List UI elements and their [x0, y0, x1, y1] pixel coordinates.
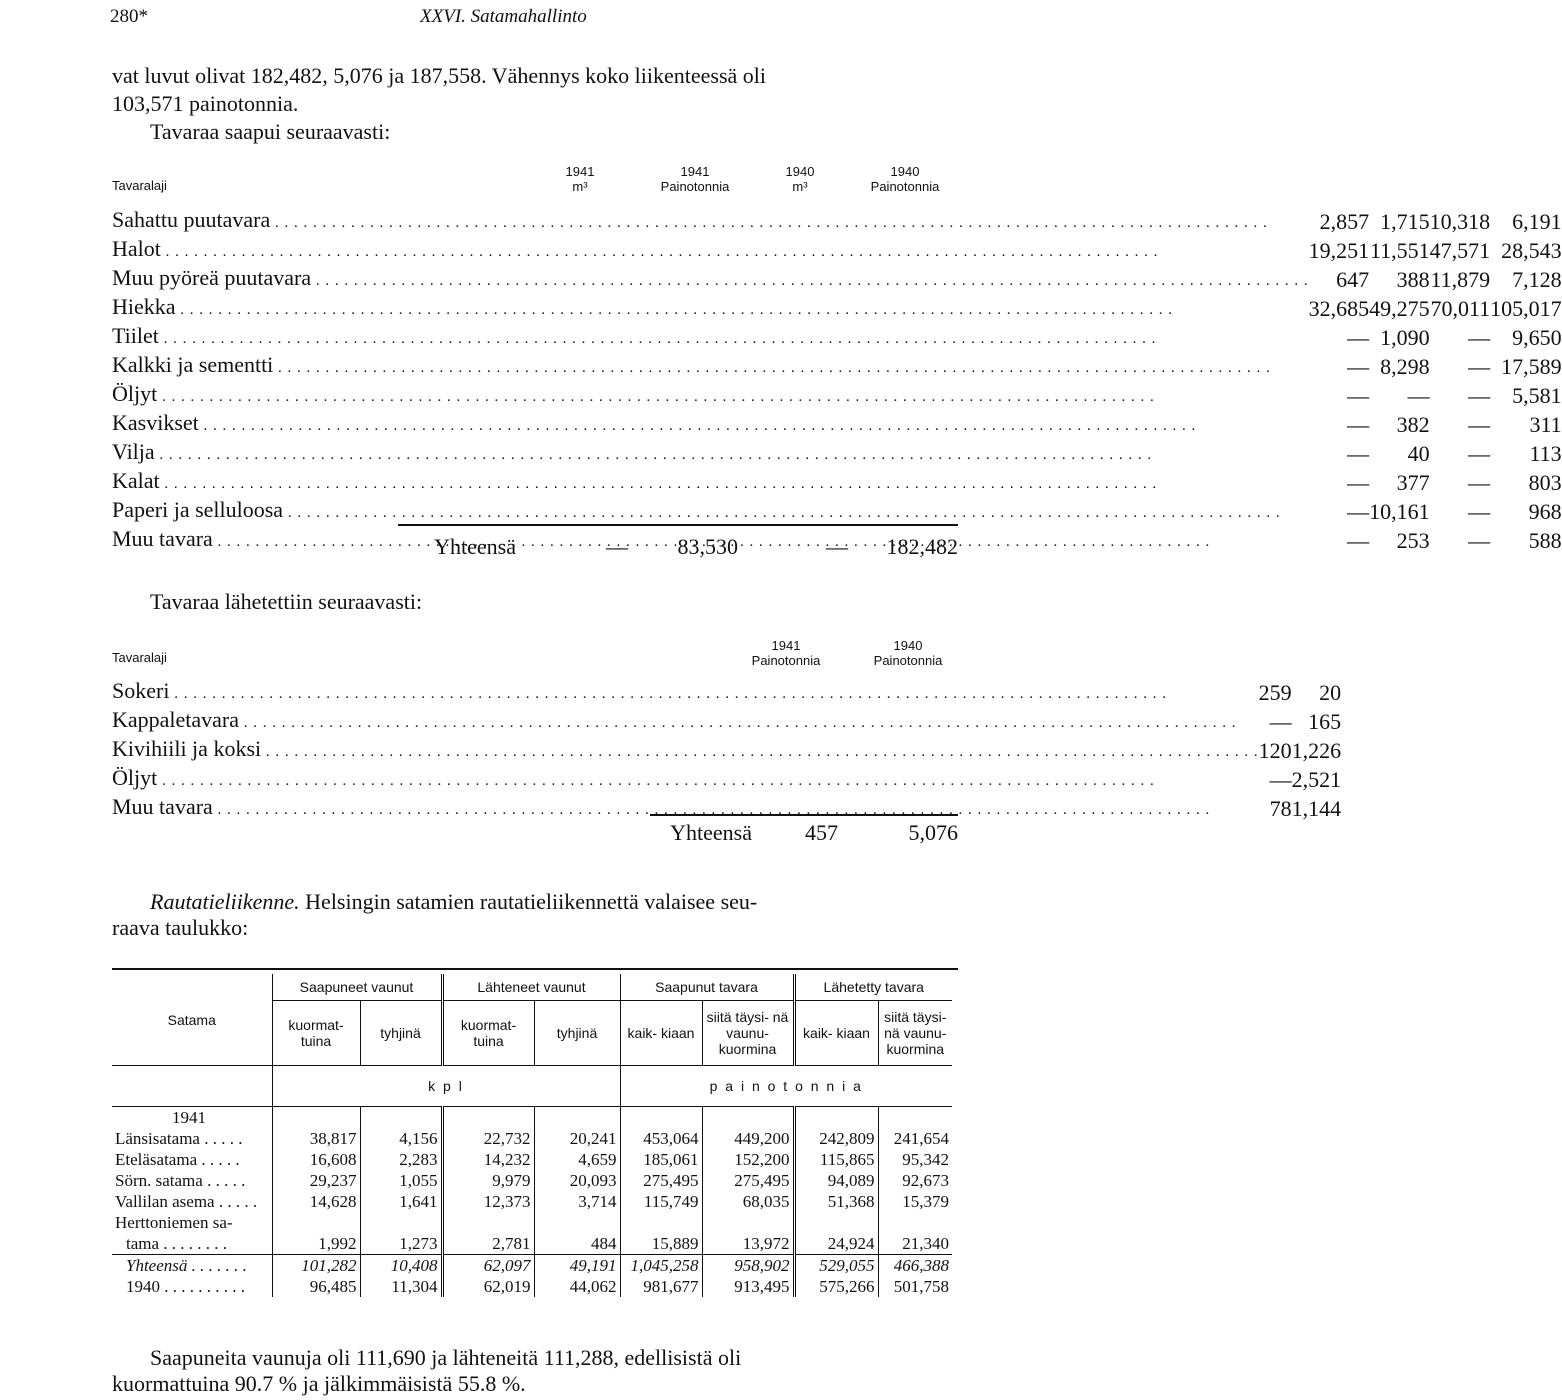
rail-cell: 62,019 [442, 1276, 534, 1297]
arrived-cell: 9,650 [1512, 324, 1562, 350]
sent-table [112, 678, 1341, 823]
rail-cell: 1,641 [360, 1191, 442, 1212]
arrived-row-label: Kasvikset . . . [112, 410, 1309, 439]
rail-row-1940 [112, 1276, 952, 1297]
rail-heading: Rautatieliikenne. [150, 889, 300, 914]
arrived-cell: 105,017 [1490, 295, 1562, 321]
arrived-cell: 10,318 [1429, 208, 1491, 234]
rail-last-label-1: Herttoniemen sa- [115, 1213, 233, 1232]
arrived-cell: 40 [1407, 440, 1430, 466]
arrived-col-1: 1941 m³ [565, 164, 595, 194]
arrived-cell: 1,090 [1380, 324, 1430, 350]
rail-cell: 275,495 [620, 1170, 702, 1191]
rail-cell: 15,379 [878, 1191, 952, 1212]
arrived-cell: — [1347, 324, 1370, 350]
arrived-cell: — [1347, 498, 1370, 524]
sent-row [112, 794, 1341, 823]
rail-cell: 12,373 [442, 1191, 534, 1212]
arrived-row [112, 265, 1562, 294]
rail-row-total [112, 1255, 952, 1277]
sent-cell: 1,226 [1291, 737, 1342, 763]
sent-row [112, 736, 1341, 765]
arrived-cell: 311 [1529, 411, 1562, 437]
sent-cell: — [1269, 766, 1292, 792]
rail-sub-empty-2: tyhjinä [534, 1001, 620, 1066]
arrived-total-label: Yhteensä [434, 534, 516, 559]
arrived-cell: 803 [1528, 469, 1562, 495]
rail-cell: 115,749 [620, 1191, 702, 1212]
arrived-row-label: Sahattu puutavara . . . [112, 207, 1309, 236]
rail-cell: 96,485 [272, 1276, 360, 1297]
rail-cell: 275,495 [702, 1170, 794, 1191]
sent-col-1: 1941 Painotonnia [751, 638, 821, 668]
rail-cell: 16,608 [272, 1149, 360, 1170]
sent-row-label: Muu tavara . . . [112, 794, 1259, 823]
arrived-row [112, 468, 1562, 497]
arrived-cell: 70,011 [1430, 295, 1491, 321]
arrived-cell: 11,879 [1430, 266, 1491, 292]
rail-sub-loaded-2: kuormat- tuina [442, 1001, 534, 1066]
rail-cell: 152,200 [702, 1149, 794, 1170]
arrived-cell: — [1468, 353, 1491, 379]
arrived-cell: 19,251 [1308, 237, 1370, 263]
arrived-title: Tavaraa saapui seuraavasti: [150, 119, 391, 144]
rail-sub-loaded-1: kuormat- tuina [272, 1001, 360, 1066]
rail-cell: 24,924 [794, 1233, 878, 1255]
rail-cell: 38,817 [272, 1128, 360, 1149]
rail-cell: 95,342 [878, 1149, 952, 1170]
sent-total-rule [650, 814, 958, 816]
arrived-cell: 253 [1396, 527, 1430, 553]
rail-cell: 11,304 [360, 1276, 442, 1297]
arrived-cell: 968 [1528, 498, 1562, 524]
rail-cell: 21,340 [878, 1233, 952, 1255]
rail-sub-empty-1: tyhjinä [360, 1001, 442, 1066]
arrived-row [112, 410, 1562, 439]
rail-cell: 92,673 [878, 1170, 952, 1191]
arrived-col-3: 1940 m³ [785, 164, 815, 194]
rail-unit-spacer [112, 1066, 272, 1107]
arrived-cell: 6,191 [1512, 208, 1562, 234]
arrived-cell: — [1468, 324, 1491, 350]
arrived-col-label: Tavaralaji [112, 178, 167, 193]
arrived-row-label: Paperi ja selluloosa . . . [112, 497, 1309, 526]
arrived-cell: 47,571 [1429, 237, 1491, 263]
rail-row-label: Sörn. satama . . . . . [115, 1171, 246, 1190]
arrived-total-c3: — [826, 534, 848, 559]
rail-cell: 9,979 [442, 1170, 534, 1191]
rail-cell: 958,902 [702, 1255, 794, 1277]
sent-cell: 165 [1308, 708, 1342, 734]
rail-row-label: Vallilan asema . . . . . [115, 1192, 258, 1211]
sent-col-label: Tavaralaji [112, 650, 167, 665]
rail-cell: 20,241 [534, 1128, 620, 1149]
arrived-row [112, 381, 1562, 410]
rail-cell: 449,200 [702, 1128, 794, 1149]
rail-cell: 115,865 [794, 1149, 878, 1170]
arrived-cell: 382 [1396, 411, 1430, 437]
rail-cell: 241,654 [878, 1128, 952, 1149]
arrived-cell: — [1468, 440, 1491, 466]
sent-total-label: Yhteensä [670, 820, 752, 845]
rail-table [112, 974, 952, 1297]
sent-cell: 20 [1319, 679, 1342, 705]
sent-cell: — [1269, 708, 1292, 734]
arrived-total-c1: — [606, 534, 628, 559]
rail-cell: 185,061 [620, 1149, 702, 1170]
rail-cell: 44,062 [534, 1276, 620, 1297]
rail-total-label: Yhteensä . . . . . . . [112, 1255, 272, 1277]
outro-line-2: kuormattuina 90.7 % ja jälkimmäisistä 55.8 %. [112, 1371, 526, 1396]
sent-row [112, 678, 1341, 707]
rail-cell: 575,266 [794, 1276, 878, 1297]
outro-line-1: Saapuneita vaunuja oli 111,690 ja lähteneitä 111,288, edellisistä oli [150, 1345, 742, 1370]
sent-total-row [112, 820, 958, 846]
arrived-cell: 377 [1396, 469, 1430, 495]
rail-cell: 3,714 [534, 1191, 620, 1212]
rail-cell: 529,055 [794, 1255, 878, 1277]
sent-cell: 1,144 [1291, 795, 1342, 821]
rail-group-3: Saapunut tavara [620, 974, 794, 1001]
arrived-cell: 8,298 [1380, 353, 1430, 379]
rail-cell: 13,972 [702, 1233, 794, 1255]
rail-cell: 1,045,258 [620, 1255, 702, 1277]
arrived-cell: — [1347, 353, 1370, 379]
rail-cell: 29,237 [272, 1170, 360, 1191]
rail-group-2: Lähteneet vaunut [442, 974, 620, 1001]
sent-cell: 78 [1269, 795, 1292, 821]
rail-top-rule [112, 968, 958, 970]
rail-cell: 20,093 [534, 1170, 620, 1191]
rail-cell: 101,282 [272, 1255, 360, 1277]
rail-cell: 466,388 [878, 1255, 952, 1277]
arrived-table [112, 207, 1562, 555]
arrived-cell: 32,685 [1308, 295, 1370, 321]
arrived-cell: — [1347, 411, 1370, 437]
rail-group-1: Saapuneet vaunut [272, 974, 442, 1001]
rail-cell: 49,191 [534, 1255, 620, 1277]
rail-cell: 242,809 [794, 1128, 878, 1149]
sent-row [112, 765, 1341, 794]
arrived-row [112, 207, 1562, 236]
sent-row-label: Öljyt . . . [112, 765, 1259, 794]
arrived-row [112, 294, 1562, 323]
rail-intro-text-1: Helsingin satamien rautatieliikennettä valaisee seu- [305, 889, 758, 914]
rail-cell: 453,064 [620, 1128, 702, 1149]
arrived-cell: 17,589 [1501, 353, 1562, 379]
arrived-row-label: Kalat . . . [112, 468, 1309, 497]
rail-cell: 981,677 [620, 1276, 702, 1297]
arrived-cell: 7,128 [1512, 266, 1562, 292]
arrived-cell: 10,161 [1369, 498, 1430, 524]
intro-line-1: vat luvut olivat 182,482, 5,076 ja 187,558. Vähennys koko liikenteessä oli [112, 63, 767, 88]
arrived-row [112, 236, 1562, 265]
arrived-cell: 11,551 [1369, 237, 1430, 263]
rail-cell: 4,156 [360, 1128, 442, 1149]
arrived-row-label: Öljyt . . . [112, 381, 1309, 410]
sent-cell: 259 [1258, 679, 1292, 705]
rail-cell: 10,408 [360, 1255, 442, 1277]
arrived-row-label: Muu tavara . . . [112, 526, 1309, 555]
arrived-cell: — [1468, 382, 1491, 408]
arrived-cell: 647 [1336, 266, 1370, 292]
arrived-cell: 388 [1396, 266, 1430, 292]
rail-group-4: Lähetetty tavara [794, 974, 952, 1001]
arrived-cell: 1,715 [1380, 208, 1430, 234]
rail-cell: 1,992 [272, 1233, 360, 1255]
rail-cell: 62,097 [442, 1255, 534, 1277]
arrived-cell: — [1347, 440, 1370, 466]
rail-cell: 1,273 [360, 1233, 442, 1255]
rail-cell: 2,283 [360, 1149, 442, 1170]
rail-unit-tons: p a i n o t o n n i a [620, 1066, 952, 1107]
rail-sub-total-2: kaik- kiaan [794, 1001, 878, 1066]
sent-row-label: Sokeri . . . [112, 678, 1259, 707]
rail-row [112, 1191, 952, 1212]
arrived-total-rule [398, 524, 958, 526]
arrived-cell: — [1347, 527, 1370, 553]
arrived-col-2: 1941 Painotonnia [660, 164, 730, 194]
arrived-row [112, 352, 1562, 381]
arrived-total-c2: 83,530 [677, 534, 738, 559]
arrived-row [112, 439, 1562, 468]
sent-title: Tavaraa lähetettiin seuraavasti: [150, 589, 423, 614]
arrived-cell: 2,857 [1319, 208, 1370, 234]
rail-cell: 68,035 [702, 1191, 794, 1212]
arrived-total-row [112, 534, 958, 560]
arrived-row-label: Hiekka . . . [112, 294, 1309, 323]
rail-cell: 4,659 [534, 1149, 620, 1170]
sent-total-c2: 5,076 [908, 820, 958, 845]
arrived-row-label: Kalkki ja sementti . . . [112, 352, 1309, 381]
rail-cell: 94,089 [794, 1170, 878, 1191]
intro-line-2: 103,571 painotonnia. [112, 91, 299, 116]
rail-row-herttoniemi [112, 1233, 952, 1255]
rail-last-label-2: tama . . . . . . . . [126, 1234, 228, 1253]
arrived-cell: 28,543 [1501, 237, 1562, 263]
rail-year-label: 1941 [172, 1108, 206, 1127]
sent-total-c1: 457 [805, 820, 838, 845]
rail-intro-line-2: raava taulukko: [112, 915, 249, 940]
rail-cell: 14,628 [272, 1191, 360, 1212]
arrived-cell: — [1468, 411, 1491, 437]
chapter-title: XXVI. Satamahallinto [420, 6, 587, 27]
rail-row-label: Eteläsatama . . . . . [115, 1150, 240, 1169]
arrived-cell: — [1468, 527, 1491, 553]
sent-cell: 2,521 [1291, 766, 1342, 792]
arrived-row [112, 323, 1562, 352]
arrived-col-4: 1940 Painotonnia [870, 164, 940, 194]
rail-cell: 484 [534, 1233, 620, 1255]
rail-intro-line-1 [150, 888, 757, 916]
sent-col-2: 1940 Painotonnia [873, 638, 943, 668]
arrived-cell: — [1407, 382, 1430, 408]
arrived-cell: 49,275 [1369, 295, 1430, 321]
rail-cell: 14,232 [442, 1149, 534, 1170]
arrived-row-label: Halot . . . [112, 236, 1309, 265]
rail-row [112, 1149, 952, 1170]
sent-row-label: Kappaletavara . . . [112, 707, 1259, 736]
rail-cell: 501,758 [878, 1276, 952, 1297]
arrived-total-c4: 182,482 [886, 534, 958, 559]
rail-row-label: Länsisatama . . . . . [115, 1129, 243, 1148]
rail-cell: 2,781 [442, 1233, 534, 1255]
arrived-row [112, 497, 1562, 526]
arrived-cell: — [1347, 469, 1370, 495]
arrived-cell: — [1468, 469, 1491, 495]
arrived-cell: 113 [1529, 440, 1562, 466]
rail-unit-kpl: k p l [272, 1066, 620, 1107]
arrived-cell: 588 [1528, 527, 1562, 553]
rail-cell: 22,732 [442, 1128, 534, 1149]
rail-sub-full-1: siitä täysi- nä vaunu- kuormina [702, 1001, 794, 1066]
arrived-row-label: Muu pyöreä puutavara . . . [112, 265, 1309, 294]
sent-cell: 120 [1258, 737, 1292, 763]
sent-row-label: Kivihiili ja koksi . . . [112, 736, 1259, 765]
page-number: 280* [110, 6, 148, 27]
arrived-cell: — [1347, 382, 1370, 408]
rail-row [112, 1128, 952, 1149]
arrived-cell: — [1468, 498, 1491, 524]
arrived-row-label: Vilja . . . [112, 439, 1309, 468]
rail-sub-full-2: siitä täysi- nä vaunu- kuormina [878, 1001, 952, 1066]
arrived-row-label: Tiilet . . . [112, 323, 1309, 352]
rail-cell: 15,889 [620, 1233, 702, 1255]
rail-row [112, 1170, 952, 1191]
rail-satama-header: Satama [112, 974, 272, 1066]
rail-sub-total-1: kaik- kiaan [620, 1001, 702, 1066]
rail-cell: 51,368 [794, 1191, 878, 1212]
sent-row [112, 707, 1341, 736]
rail-cell: 1,055 [360, 1170, 442, 1191]
rail-cell: 913,495 [702, 1276, 794, 1297]
rail-prev-label: 1940 . . . . . . . . . . [126, 1277, 245, 1296]
arrived-cell: 5,581 [1512, 382, 1562, 408]
